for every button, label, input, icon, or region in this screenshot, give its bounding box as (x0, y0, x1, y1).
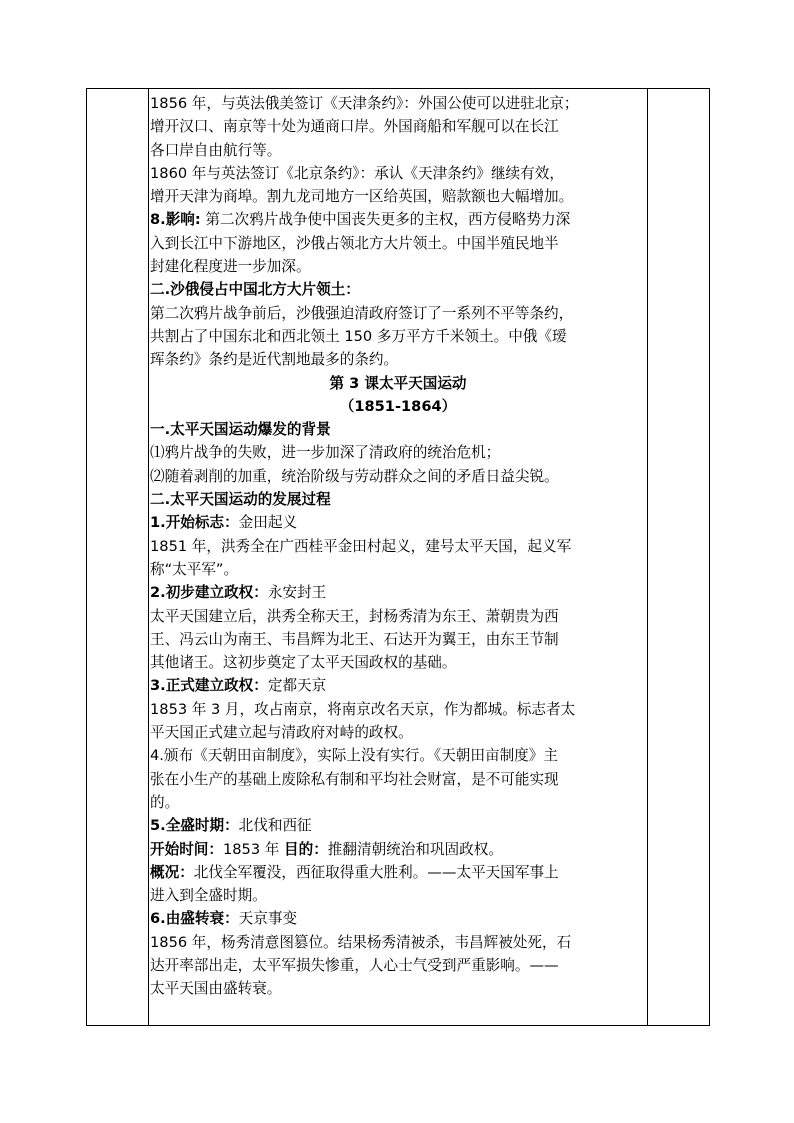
text-line (150, 232, 646, 255)
bold-label: 5.全盛时期： (150, 817, 239, 835)
body-text: 增开汉口、南京等十处为通商口岸。外国商船和军舰可以在长江 (150, 118, 559, 136)
text-line (150, 581, 646, 604)
text-line (150, 814, 646, 837)
text-line (150, 744, 646, 767)
text-line (150, 954, 646, 977)
bold-label: （1851-1864） (339, 397, 457, 415)
section-heading (150, 488, 646, 511)
text-line (150, 721, 646, 744)
content-table (86, 88, 710, 1026)
text-line (150, 511, 646, 534)
text-line (150, 441, 646, 464)
body-text: 珲条约》条约是近代割地最多的条约。 (150, 351, 399, 369)
bold-label: 3.正式建立政权： (150, 677, 268, 695)
text-line (150, 348, 646, 371)
body-text: 共割占了中国东北和西北领土 150 多万平方千米领土。中俄《瑷 (150, 327, 567, 345)
body-text: 永安封王 (267, 584, 327, 602)
body-text: 1860 年与英法签订《北京条约》：承认《天津条约》继续有效， (150, 164, 564, 182)
body-text: 张在小生产的基础上废除私有制和平均社会财富，是不可能实现 (150, 770, 559, 788)
bold-label: 二.太平天国运动的发展过程 (150, 491, 331, 509)
bold-label: 8.影响: (150, 211, 201, 229)
bold-label: 一.太平天国运动爆发的背景 (150, 421, 331, 439)
lesson-title (150, 395, 646, 418)
text-line (150, 302, 646, 325)
bold-label: 2.初步建立政权： (150, 584, 268, 602)
text-line (150, 907, 646, 930)
section-heading (150, 278, 646, 301)
text-line (150, 768, 646, 791)
body-text: 进入到全盛时期。 (150, 887, 267, 905)
bold-label: 概况： (150, 863, 194, 881)
body-text: 增开天津为商埠。割九龙司地方一区给英国，赔款额也大幅增加。 (150, 188, 574, 206)
body-text: 各口岸自由航行等。 (150, 141, 282, 159)
text-line (150, 255, 646, 278)
bold-label: 开始时间： (150, 840, 223, 858)
bold-label: 二.沙俄侵占中国北方大片领土： (150, 281, 360, 299)
text-line (150, 535, 646, 558)
text-line (150, 92, 646, 115)
text-line (150, 698, 646, 721)
text-line (150, 115, 646, 138)
body-text: ⑴鸦片战争的失败，进一步加深了清政府的统治危机； (150, 444, 501, 462)
body-text: 太平天国由盛转衰。 (150, 980, 282, 998)
body-text: 北伐全军覆没，西征取得重大胜利。——太平天国军事上 (193, 863, 559, 881)
body-text: 平天国正式建立起与清政府对峙的政权。 (150, 724, 413, 742)
body-text: 推翻清朝统治和巩固政权。 (327, 840, 503, 858)
main-content-cell (150, 92, 646, 1001)
body-text: 天京事变 (238, 910, 298, 928)
text-line (150, 884, 646, 907)
body-text: 北伐和西征 (238, 817, 312, 835)
body-text: 4.颁布《天朝田亩制度》，实际上没有实行。《天朝田亩制度》主 (150, 747, 558, 765)
text-line (150, 465, 646, 488)
text-line (150, 977, 646, 1000)
text-line (150, 931, 646, 954)
text-line (150, 838, 646, 861)
body-text: 第二次鸦片战争使中国丧失更多的主权，西方侵略势力深 (200, 211, 571, 229)
lesson-title (150, 372, 646, 395)
text-line (150, 651, 646, 674)
text-line (150, 605, 646, 628)
body-text: 金田起义 (238, 514, 298, 532)
body-text: 1853 年 3 月，攻占南京，将南京改名天京，作为都城。标志者太 (150, 700, 576, 718)
text-line (150, 139, 646, 162)
bold-label: 第 3 课太平天国运动 (329, 374, 467, 392)
body-text: 达开率部出走，太平军损失惨重，人心士气受到严重影响。—— (150, 956, 559, 974)
text-line (150, 185, 646, 208)
body-text: ⑵随着剥削的加重，统治阶级与劳动群众之间的矛盾日益尖锐。 (150, 467, 559, 485)
body-text: 入到长江中下游地区，沙俄占领北方大片领土。中国半殖民地半 (150, 234, 559, 252)
body-text: 称“太平军”。 (150, 560, 239, 578)
bold-label: 目的： (284, 840, 328, 858)
text-line (150, 162, 646, 185)
body-text: 1856 年，杨秀清意图篡位。结果杨秀清被杀，韦昌辉被处死，石 (150, 933, 572, 951)
body-text: 定都天京 (267, 677, 327, 695)
left-column-cell (87, 89, 149, 1025)
text-line (150, 208, 646, 231)
body-text: 太平天国建立后，洪秀全称天王，封杨秀清为东王、萧朝贵为西 (150, 607, 559, 625)
body-text: 其他诸王。这初步奠定了太平天国政权的基础。 (150, 654, 457, 672)
bold-label: 6.由盛转衰： (150, 910, 239, 928)
body-text: 第二次鸦片战争前后，沙俄强迫清政府签订了一系列不平等条约， (150, 304, 574, 322)
bold-label: 1.开始标志： (150, 514, 239, 532)
text-line (150, 861, 646, 884)
body-text: 1856 年，与英法俄美签订《天津条约》：外国公使可以进驻北京； (150, 95, 579, 112)
text-line (150, 628, 646, 651)
body-text: 王、冯云山为南王、韦昌辉为北王、石达开为翼王，由东王节制 (150, 630, 559, 648)
body-text: 的。 (150, 793, 180, 811)
body-text: 封建化程度进一步加深。 (150, 258, 311, 276)
right-column-cell (647, 89, 709, 1025)
text-line (150, 325, 646, 348)
body-text: 1851 年，洪秀全在广西桂平金田村起义，建号太平天国，起义军 (150, 537, 572, 555)
text-line (150, 791, 646, 814)
text-line (150, 674, 646, 697)
section-heading (150, 418, 646, 441)
body-text: 1853 年 (222, 840, 284, 858)
text-line (150, 558, 646, 581)
